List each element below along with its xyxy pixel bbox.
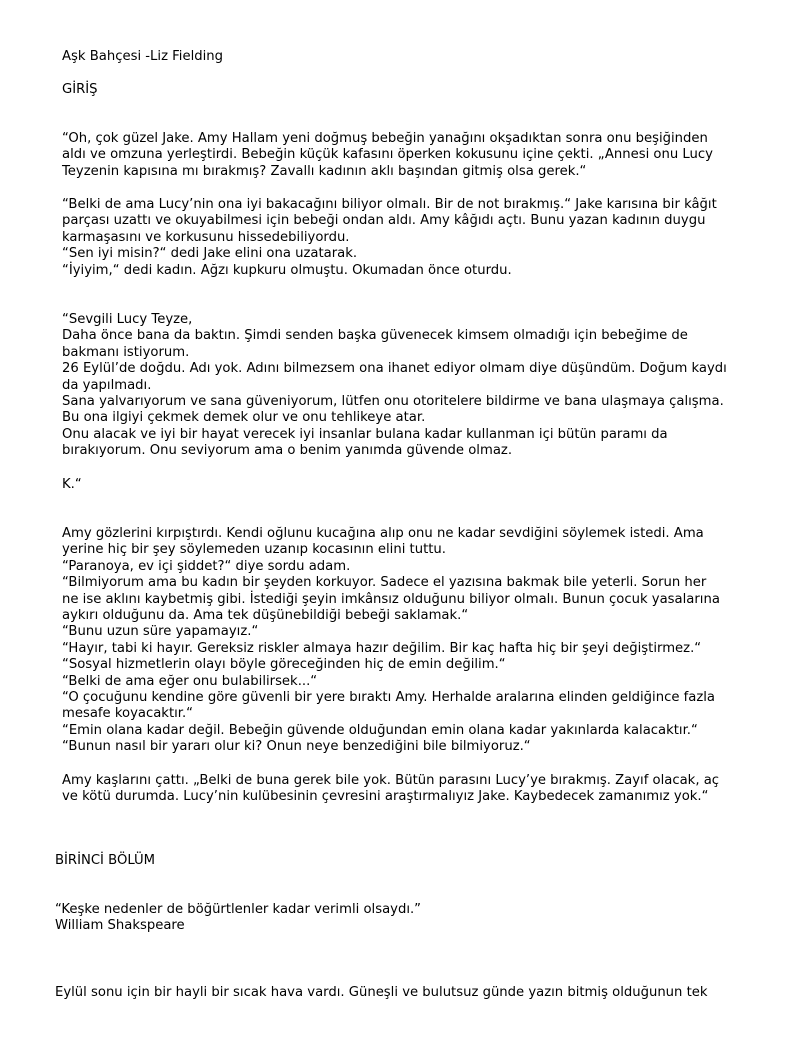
text-line: yerine hiç bir şey söylemeden uzanıp kocasının elini tuttu.: [62, 542, 446, 558]
text-line: “Bilmiyorum ama bu kadın bir şeyden korkuyor. Sadece el yazısına bakmak bile yeterli. Sorun her: [62, 575, 707, 591]
text-line: 26 Eylül’de doğdu. Adı yok. Adını bilmezsem ona ihanet ediyor olmam diye düşündüm. Doğum kaydı: [62, 361, 727, 377]
text-line: aldı ve omzuna yerleştirdi. Bebeğin küçük kafasını öperken kokusunu içine çekti. „Annesi onu Lucy: [62, 147, 713, 163]
epigraph: [55, 902, 421, 935]
text-line: “Sosyal hizmetlerin olayı böyle göreceğinden hiç de emin değilim.“: [62, 657, 506, 673]
text-line: “Bunu uzun süre yapamayız.“: [62, 624, 259, 640]
text-line: aykırı olduğunu da. Ama tek düşünebildiği bebeği saklamak.“: [62, 608, 469, 624]
text-line: mesafe koyacaktır.“: [62, 706, 194, 722]
text-line: bakmanı istiyorum.: [62, 344, 190, 360]
paragraph-4: [62, 773, 719, 806]
letter: [62, 312, 727, 460]
chapter-heading: BİRİNCİ BÖLÜM: [55, 853, 156, 868]
epigraph-quote: “Keşke nedenler de böğürtlenler kadar verimli olsaydı.”: [55, 902, 422, 917]
text-line: “Bunun nasıl bir yararı olur ki? Onun neye benzediğini bile bilmiyoruz.“: [62, 739, 531, 755]
paragraph-5: Eylül sonu için bir hayli bir sıcak hava vardı. Güneşli ve bulutsuz günde yazın bitmiş olduğunun tek: [55, 985, 708, 1000]
text-line: “Belki de ama eğer onu bulabilirsek...“: [62, 673, 318, 689]
text-line: Onu alacak ve iyi bir hayat verecek iyi insanlar bulana kadar kullanman içi bütün paramı da: [62, 426, 668, 442]
text-line: “Emin olana kadar değil. Bebeğin güvende olduğundan emin olana kadar yakınlarda kalacaktır.“: [62, 722, 698, 738]
text-line: Bu ona ilgiyi çekmek demek olur ve onu tehlikeye atar.: [62, 410, 426, 426]
text-line: karmaşasını ve korkusunu hissedebiliyordu.: [62, 229, 350, 245]
text-line: Sana yalvarıyorum ve sana güveniyorum, lütfen onu otoritelere bildirme ve bana ulaşmaya çalışma.: [62, 394, 724, 410]
text-line: bırakıyorum. Onu seviyorum ama o benim yanımda güvende olmaz.: [62, 443, 513, 459]
text-line: “Sen iyi misin?“ dedi Jake elini ona uzatarak.: [62, 246, 358, 262]
text-line: “Hayır, tabi ki hayır. Gereksiz riskler almaya hazır değilim. Bir kaç hafta hiç bir şeyi değiştirmez.“: [62, 640, 702, 656]
text-line: Teyzenin kapısına mı bırakmış? Zavallı kadının aklı başından gitmiş olsa gerek.“: [62, 163, 587, 179]
paragraph-2: [62, 197, 717, 279]
paragraph-1: [62, 131, 713, 180]
text-line: “İyiyim,“ dedi kadın. Ağzı kupkuru olmuştu. Okumadan önce oturdu.: [62, 262, 512, 278]
paragraph-3: [62, 526, 720, 756]
text-line: ve kötü durumda. Lucy’nin kulübesinin çevresini araştırmalıyız Jake. Kaybedecek zamanımız yok.“: [62, 789, 709, 805]
text-line: “O çocuğunu kendine göre güvenli bir yere bıraktı Amy. Herhalde aralarına elinden geldiğince fazla: [62, 690, 716, 706]
letter-signature: K.“: [62, 477, 82, 492]
book-title: Aşk Bahçesi -Liz Fielding: [62, 49, 224, 64]
text-line: “Paranoya, ev içi şiddet?“ diye sordu adam.: [62, 558, 351, 574]
text-line: ne ise aklını kaybetmiş gibi. İstediği şeyin imkânsız olduğunu biliyor olmalı. Bunun çocuk yasalarına: [62, 591, 720, 607]
text-line: parçası uzattı ve okuyabilmesi için bebeği ondan aldı. Amy kâğıdı açtı. Bunu yazan kadının duygu: [62, 213, 706, 229]
text-line: “Sevgili Lucy Teyze,: [62, 312, 193, 327]
epigraph-author: William Shakspeare: [55, 918, 185, 934]
text-line: Daha önce bana da baktın. Şimdi senden başka güvenecek kimsem olmadığı için bebeğime de: [62, 328, 688, 344]
text-line: Amy kaşlarını çattı. „Belki de buna gerek bile yok. Bütün parasını Lucy’ye bırakmış. Zayıf olacak, aç: [62, 773, 720, 788]
text-line: “Belki de ama Lucy’nin ona iyi bakacağını biliyor olmalı. Bir de not bırakmış.“ Jake karısına bir kâğıt: [62, 197, 717, 212]
text-line: “Oh, çok güzel Jake. Amy Hallam yeni doğmuş bebeğin yanağını okşadıktan sonra onu beşiğinden: [62, 131, 708, 146]
text-line: Amy gözlerini kırpıştırdı. Kendi oğlunu kucağına alıp onu ne kadar sevdiğini söylemek istedi. Ama: [62, 526, 704, 541]
text-line: da yapılmadı.: [62, 377, 152, 393]
intro-heading: GİRİŞ: [62, 82, 98, 97]
